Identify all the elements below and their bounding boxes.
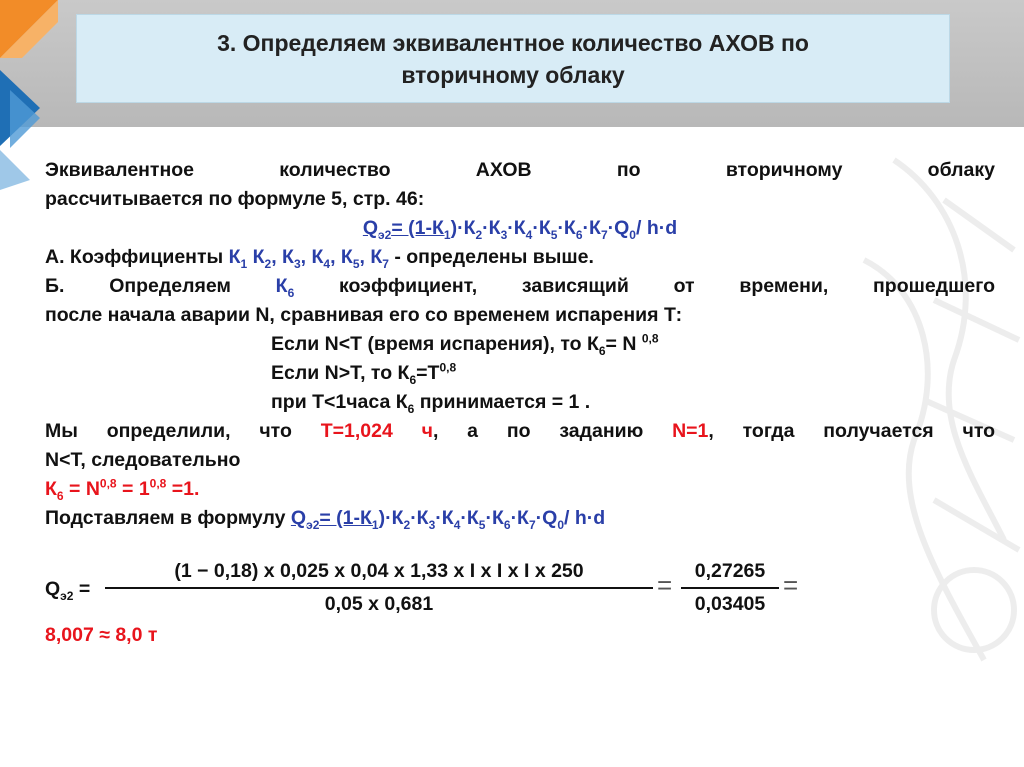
k6-intro-line-2: после начала аварии N, сравнивая его со временем испарения Т:: [45, 304, 683, 326]
equation-lhs: $Q_{э2}$ =: [45, 578, 91, 603]
coefficient-k2: К: [252, 246, 265, 268]
equals-sign-2: =: [783, 570, 799, 600]
coefficient-k7: К: [370, 246, 383, 268]
coefficient-k3: К: [282, 246, 294, 268]
fraction-result: [681, 557, 779, 619]
condition-1: Если N<Т (время испарения), то $К_6= N$ $^{0,8}$: [271, 331, 659, 358]
fraction-main: [105, 557, 653, 619]
fraction-result-numerator: 0,27265: [694, 560, 766, 582]
coefficient-k1: К: [228, 246, 241, 268]
determination-line-2: N<Т, следовательно: [45, 449, 241, 471]
condition-3: при Т<1часа $К_6$ принимается = 1 .: [271, 391, 591, 416]
slide-body: [45, 156, 995, 650]
k6-intro-line: Б. Определяем $К_6$ коэффициент, зависящий от времени, прошедшего: [45, 275, 995, 300]
slide-title: 3. Определяем эквивалентное количество АХОВ по вторичному облаку: [217, 29, 809, 88]
determination-line: Мы определили, что Т=1,024 ч, а по заданию N=1, тогда получается что: [45, 420, 996, 442]
coefficients-line: А. Коэффициенты $К_1$ $К_2$, $К_3$, $К_4$, $К_5$, $К_7$ - определены выше.: [45, 246, 594, 271]
coefficient-k5: К: [340, 246, 353, 268]
coefficient-k4: К: [311, 246, 324, 268]
slide-title-box: [76, 14, 950, 103]
fraction-result-denominator: 0,03405: [694, 593, 766, 615]
substitute-line: Подставляем в формулу $Q_{э2}= (1-К_1)\cdot К_2\cdot К_3\cdot К_4\cdot К_5\cdot К_6\cdot К_7\cdot Q_0/$ h·d: [45, 507, 606, 532]
condition-2: Если N>Т, то $К_6=Т^{0,8}$: [271, 360, 457, 387]
fraction-bar-2: [681, 587, 779, 589]
intro-line-1: Эквивалентное количество АХОВ по вторичному облаку: [45, 159, 995, 181]
fraction-main-denominator: 0,05 х 0,681: [324, 593, 434, 615]
fraction-main-numerator: (1 − 0,18) х 0,025 х 0,04 х 1,33 х I х I х I х 250: [174, 560, 584, 582]
formula-repeat: $Q_{э2}= (1-К_1)\cdot К_2\cdot К_3\cdot К_4\cdot К_5\cdot К_6\cdot К_7\cdot Q_0/$ h·d: [290, 507, 606, 532]
final-result: 8,007 ≈ 8,0 т: [45, 624, 158, 646]
calculation-equation: [45, 557, 995, 619]
coefficient-list: $К_1$ $К_2$, $К_3$, $К_4$, $К_5$, $К_7$: [228, 246, 389, 271]
fraction-bar: [105, 587, 653, 589]
equals-sign: =: [657, 570, 673, 600]
formula-line: $Q_{э2}= (1-К_1)\cdot К_2\cdot К_3\cdot К_4\cdot К_5\cdot К_6\cdot К_7\cdot Q_0/$ h·d: [362, 217, 678, 242]
k6-result: $К_6 = N^{0,8} = 1^{0,8} =1$.: [45, 476, 200, 503]
intro-line-2: рассчитывается по формуле 5, стр. 46:: [45, 188, 425, 210]
